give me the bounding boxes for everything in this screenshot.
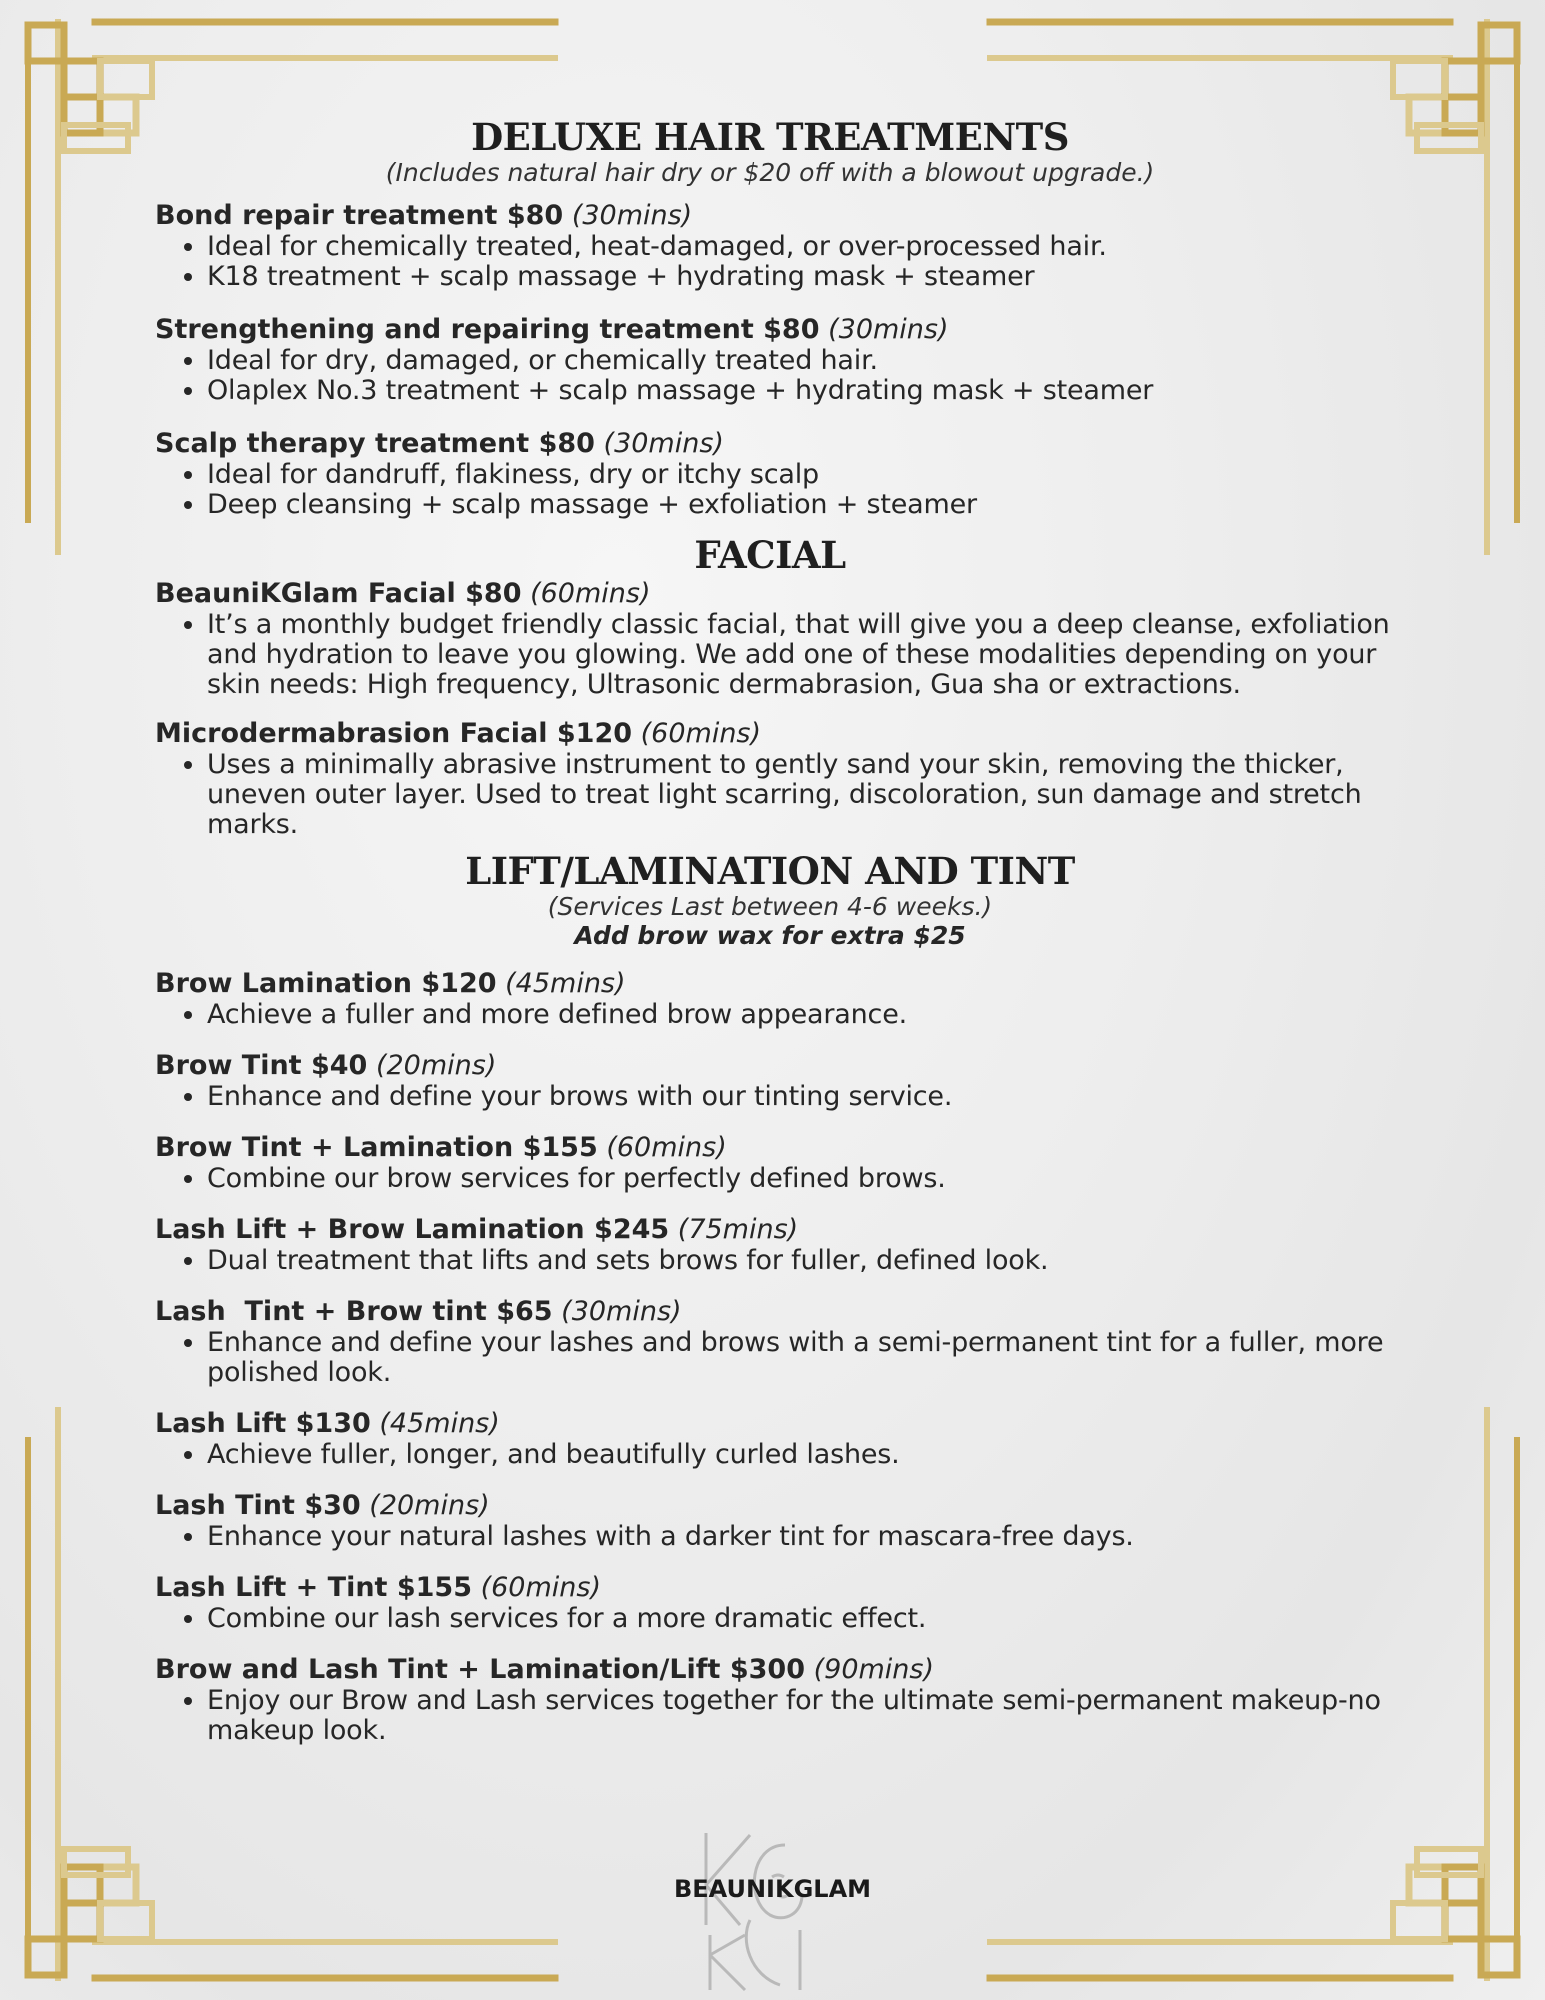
service-duration: (60mins)	[480, 1572, 601, 1603]
service-item	[155, 1654, 1395, 1746]
service-item	[155, 1132, 1395, 1194]
service-bullet: • Enhance and define your brows with our tinting service.	[207, 1082, 1395, 1112]
service-item	[155, 1572, 1395, 1634]
service-bullet: • Achieve fuller, longer, and beautifully curled lashes.	[207, 1440, 1395, 1470]
service-duration: (30mins)	[571, 200, 693, 231]
service-duration: (45mins)	[505, 968, 626, 999]
service-bullet: • Olaplex No.3 treatment + scalp massage + hydrating mask + steamer	[207, 376, 1395, 406]
service-bullet: • Enhance and define your lashes and brows with a semi-permanent tint for a fuller, more polished look.	[207, 1328, 1395, 1388]
service-name: Lash Tint + Brow tint $65	[155, 1296, 553, 1327]
service-item	[155, 314, 1395, 406]
service-bullet: • Ideal for dandruff, flakiness, dry or itchy scalp	[207, 460, 1395, 490]
service-bullet: • Uses a minimally abrasive instrument to gently sand your skin, removing the thicker, uneven outer layer. Used to treat light scarring, discoloration, sun damage and stretch marks.	[207, 750, 1395, 840]
section-title: FACIAL	[694, 533, 846, 577]
service-duration: (75mins)	[677, 1214, 799, 1245]
service-bullet: • Ideal for chemically treated, heat-damaged, or over-processed hair.	[207, 232, 1395, 262]
service-bullet: • Enjoy our Brow and Lash services together for the ultimate semi-permanent makeup-no makeup look.	[207, 1686, 1395, 1746]
service-duration: (90mins)	[813, 1654, 935, 1685]
service-duration: (30mins)	[828, 314, 949, 345]
service-name: BeauniKGlam Facial $80	[155, 578, 522, 609]
service-name: Strengthening and repairing treatment $80	[155, 314, 820, 345]
service-item	[155, 1408, 1395, 1470]
service-item	[155, 968, 1395, 1030]
service-name: Lash Tint $30	[155, 1490, 361, 1521]
section-title: DELUXE HAIR TREATMENTS	[471, 115, 1069, 159]
service-item	[155, 200, 1395, 292]
service-name: Brow and Lash Tint + Lamination/Lift $300	[155, 1654, 806, 1685]
service-bullet: • Combine our lash services for a more dramatic effect.	[207, 1604, 1395, 1634]
service-duration: (30mins)	[561, 1296, 682, 1327]
service-duration: (45mins)	[379, 1408, 500, 1439]
service-bullet: • It’s a monthly budget friendly classic facial, that will give you a deep cleanse, exfoliation and hydration to leave you glowing. We add one of these modalities depending on your skin needs: High frequency, Ultrasonic dermabrasion, Gua sha or extractions.	[207, 610, 1395, 700]
section-subtitle: (Includes natural hair dry or $20 off with a blowout upgrade.)	[385, 158, 1155, 187]
service-duration: (60mins)	[640, 718, 762, 749]
service-name: Lash Lift + Brow Lamination $245	[155, 1214, 670, 1245]
section-facial	[155, 534, 1395, 840]
service-duration: (20mins)	[369, 1490, 490, 1521]
service-duration: (60mins)	[606, 1132, 727, 1163]
service-name: Lash Lift + Tint $155	[155, 1572, 472, 1603]
service-name: Brow Tint $40	[155, 1050, 368, 1081]
brand-wordmark: BEAUNIKGLAM	[673, 1875, 872, 1903]
service-item	[155, 428, 1395, 520]
section-title: LIFT/LAMINATION AND TINT	[465, 849, 1075, 893]
service-name: Scalp therapy treatment $80	[155, 428, 595, 459]
service-name: Lash Lift $130	[155, 1408, 371, 1439]
service-name: Brow Tint + Lamination $155	[155, 1132, 598, 1163]
service-name: Microdermabrasion Facial $120	[155, 718, 633, 749]
service-bullet: • Deep cleansing + scalp massage + exfoliation + steamer	[207, 490, 1395, 520]
service-name: Bond repair treatment $80	[155, 200, 564, 231]
service-item	[155, 718, 1395, 840]
service-name: Brow Lamination $120	[155, 968, 497, 999]
service-item	[155, 1214, 1395, 1276]
menu-content	[155, 116, 1395, 1746]
service-bullet: • Dual treatment that lifts and sets brows for fuller, defined look.	[207, 1246, 1395, 1276]
service-item	[155, 1050, 1395, 1112]
service-duration: (30mins)	[603, 428, 724, 459]
section-lift-lamination-tint	[155, 850, 1395, 1746]
section-subtitle: (Services Last between 4-6 weeks.)	[547, 892, 993, 921]
service-item	[155, 1296, 1395, 1388]
service-bullet: • Enhance your natural lashes with a darker tint for mascara-free days.	[207, 1522, 1395, 1552]
service-duration: (20mins)	[375, 1050, 497, 1081]
service-bullet: • K18 treatment + scalp massage + hydrating mask + steamer	[207, 262, 1395, 292]
service-item	[155, 1490, 1395, 1552]
section-note: Add brow wax for extra $25	[574, 921, 966, 950]
service-bullet: • Combine our brow services for perfectly defined brows.	[207, 1164, 1395, 1194]
brand-logo-mark	[690, 1825, 850, 1995]
service-duration: (60mins)	[530, 578, 651, 609]
service-bullet: • Achieve a fuller and more defined brow appearance.	[207, 1000, 1395, 1030]
section-hair	[155, 116, 1395, 520]
service-item	[155, 578, 1395, 700]
service-bullet: • Ideal for dry, damaged, or chemically treated hair.	[207, 346, 1395, 376]
